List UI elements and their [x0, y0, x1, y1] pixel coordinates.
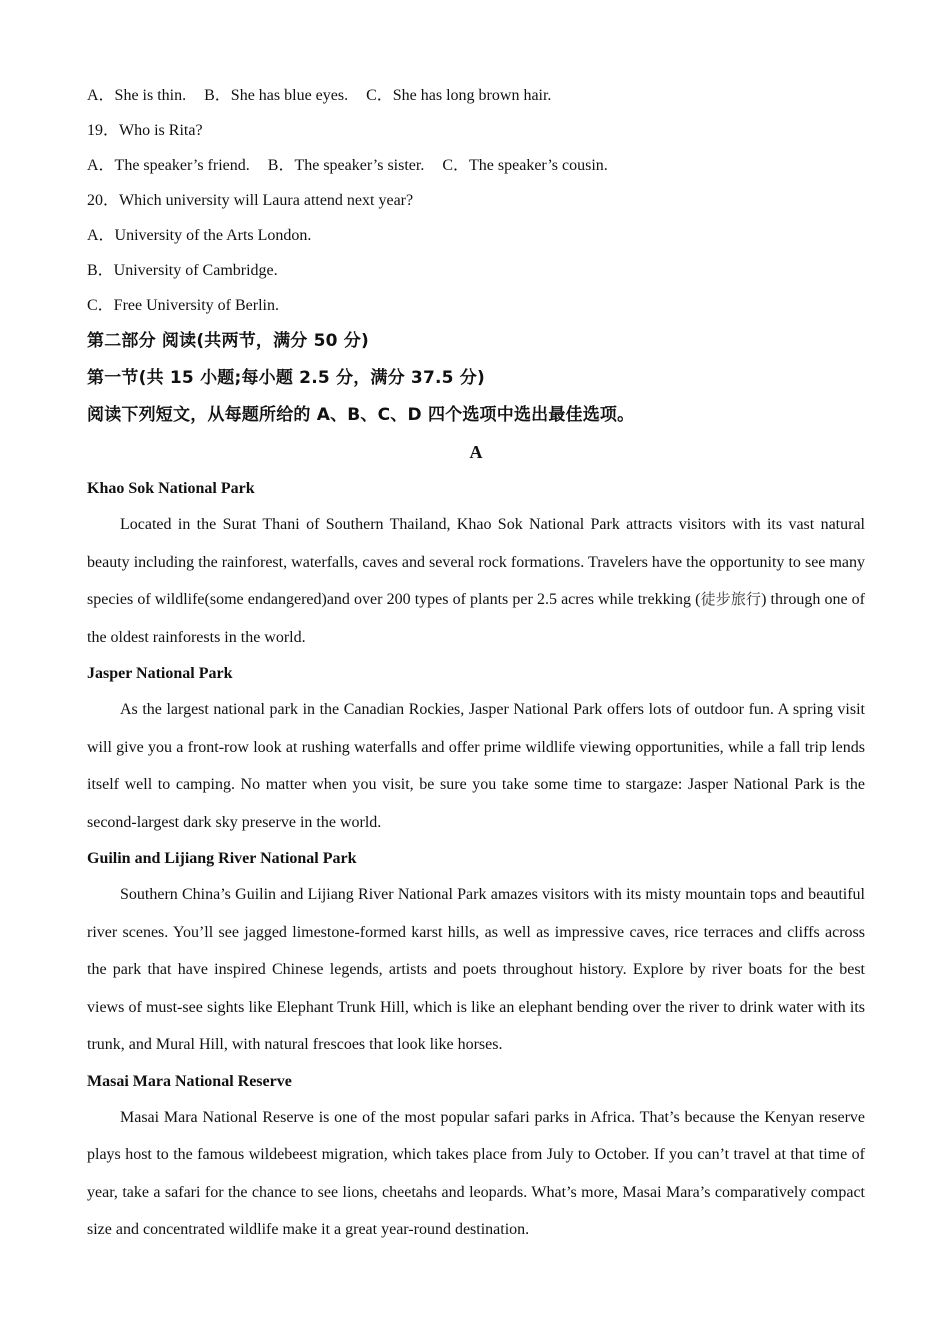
- q19-options: [87, 148, 865, 183]
- park-title: Masai Mara National Reserve: [87, 1072, 292, 1090]
- exam-page: [87, 78, 865, 1249]
- section-heading: 第二部分 阅读(共两节，满分 50 分): [87, 331, 369, 351]
- q19-option-b: B．The speaker’s sister.: [267, 157, 425, 174]
- park-title: Jasper National Park: [87, 665, 233, 682]
- q18-option-c: C．She has long brown hair.: [366, 87, 552, 104]
- subsection-heading: 第一节(共 15 小题;每小题 2.5 分，满分 37.5 分): [87, 368, 485, 388]
- instructions: 阅读下列短文，从每题所给的 A、B、C、D 四个选项中选出最佳选项。: [87, 405, 635, 425]
- park-title: Guilin and Lijiang River National Park: [87, 850, 357, 867]
- park-section-guilin: [87, 841, 865, 1064]
- park-section-masai-mara: [87, 1064, 865, 1249]
- park-title: Khao Sok National Park: [87, 480, 255, 497]
- park-paragraph: As the largest national park in the Canadian Rockies, Jasper National Park offers lots of outdoor fun. A spring visit will give you a front-row look at rushing waterfalls and offer prime wildlife viewing opportunities, while a fall trip lends itself well to camping. No matter when you visit, be sure you take some time to stargaze: Jasper National Park is the second-largest dark sky preserve in the world.: [87, 701, 865, 831]
- park-section-khao-sok: [87, 471, 865, 656]
- q18-option-b: B．She has blue eyes.: [204, 87, 349, 104]
- park-text-before-gloss: Located in the Surat Thani of Southern Thailand, Khao Sok National Park attracts visitors with its vast natural beauty including the rainforest, waterfalls, caves and several rock formations. Travelers have the opportunity to see many species of wildlife(some endangered)and over 200 types of plants per 2.5 acres while trekking (: [87, 516, 865, 608]
- q20-option-a: A．University of the Arts London.: [87, 227, 312, 244]
- park-paragraph: Masai Mara National Reserve is one of the most popular safari parks in Africa. That’s because the Kenyan reserve plays host to the famous wildebeest migration, which takes place from July to October. If you can’t travel at that time of year, take a safari for the chance to see lions, cheetahs and leopards. What’s more, Masai Mara’s comparatively compact size and concentrated wildlife make it a great year-round destination.: [87, 1108, 865, 1238]
- q20-option-c: C．Free University of Berlin.: [87, 297, 279, 314]
- q18-option-a: A．She is thin.: [87, 87, 187, 104]
- park-text-after-gloss: ) through one of the oldest rainforests in the world.: [87, 591, 866, 646]
- park-paragraph: [87, 506, 865, 656]
- park-section-jasper: [87, 656, 865, 841]
- q18-options: [87, 78, 865, 113]
- chinese-gloss: 徒步旅行: [700, 590, 762, 608]
- passage-letter: A: [469, 442, 483, 462]
- q20-question: 20．Which university will Laura attend next year?: [87, 192, 414, 209]
- q20-option-b: B．University of Cambridge.: [87, 262, 278, 279]
- q19-option-a: A．The speaker’s friend.: [87, 157, 250, 174]
- q19-question: 19．Who is Rita?: [87, 122, 203, 139]
- park-paragraph: Southern China’s Guilin and Lijiang River National Park amazes visitors with its misty mountain tops and beautiful river scenes. You’ll see jagged limestone-formed karst hills, as well as impressive caves, rice terraces and cliffs across the park that have inspired Chinese legends, artists and poets throughout history. Explore by river boats for the best views of must-see sights like Elephant Trunk Hill, which is like an elephant bending over the river to drink water with its trunk, and Mural Hill, with natural frescoes that look like horses.: [87, 886, 865, 1053]
- q19-option-c: C．The speaker’s cousin.: [442, 157, 608, 174]
